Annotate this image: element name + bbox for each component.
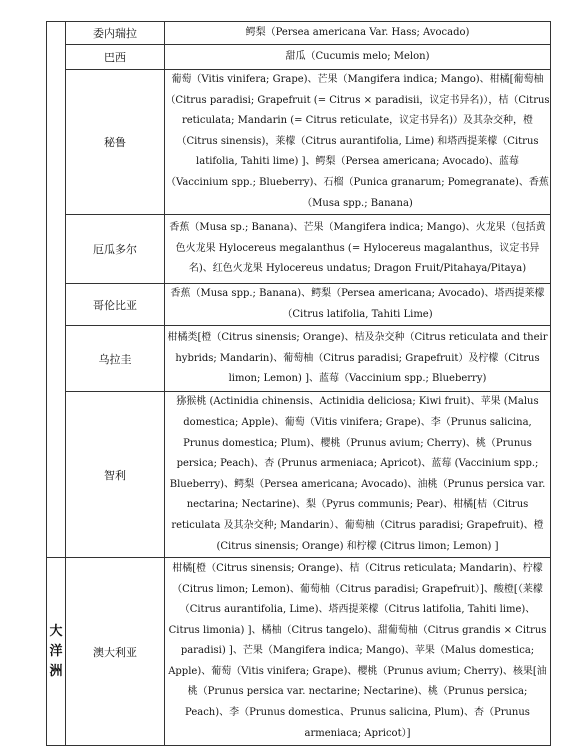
country-cell: 巴西 bbox=[66, 45, 165, 70]
country-cell: 厄瓜多尔 bbox=[66, 215, 165, 284]
product-list-cell: 柑橘[橙（Citrus sinensis; Orange)、桔（Citrus reticulata; Mandarin)、柠檬（Citrus limon; Lemon)、葡萄柚（Citrus paradisi; Grapefruit）]、酸橙[（莱檬（Citrus aurantifolia, Lime)、塔西提莱檬（Citrus latifolia, Tahiti lime)、Citrus limonia) ]、橘柚（Citrus tangelo)、甜葡萄柚（Citrus grandis × Citrus paradisi) ]、芒果（Mangifera indica; Mango)、苹果（Malus domestica; Apple)、葡萄（Vitis vinifera; Grape)、樱桃（Prunus avium; Cherry)、核果[油桃（Prunus persica var. nectarine; Nectarine)、桃（Prunus persica; Peach)、李（Prunus domestica、Prunus salicina, Plum)、杏（Prunus armeniaca; Apricot）] bbox=[165, 558, 551, 746]
country-cell: 澳大利亚 bbox=[66, 558, 165, 746]
region-cell-oceania bbox=[47, 558, 66, 746]
country-cell: 秘鲁 bbox=[66, 70, 165, 215]
table-row bbox=[47, 326, 551, 392]
product-list-cell: 柑橘类[橙（Citrus sinensis; Orange)、桔及杂交种（Citrus reticulata and their hybrids; Mandarin)、葡萄柚（Citrus paradisi; Grapefruit）及柠檬（Citrus limon; Lemon) ]、蓝莓（Vaccinium spp.; Blueberry) bbox=[165, 326, 551, 392]
table-row bbox=[47, 284, 551, 326]
product-list-cell: 猕猴桃 (Actinidia chinensis、Actinidia deliciosa; Kiwi fruit)、苹果 (Malus domestica; Apple)、葡萄（Vitis vinifera; Grape)、李（Prunus salicina, Prunus domestica; Plum)、樱桃（Prunus avium; Cherry)、桃（Prunus persica; Peach)、杏 (Prunus armeniaca; Apricot)、蓝莓 (Vaccinium spp.; Blueberry)、鳄梨（Persea americana; Avocado)、油桃（Prunus persica var. nectarina; Nectarine)、梨（Pyrus communis; Pear)、柑橘[桔（Citrus reticulata 及其杂交种; Mandarin）、葡萄柚（Citrus paradisi; Grapefruit)、橙 (Citrus sinensis; Orange) 和柠檬 (Citrus limon; Lemon) ] bbox=[165, 392, 551, 558]
region-cell-americas bbox=[47, 22, 66, 558]
product-list-cell: 葡萄（Vitis vinifera; Grape)、芒果（Mangifera indica; Mango)、柑橘[葡萄柚（Citrus paradisi; Grapefruit (= Citrus × paradisii，议定书异名)），桔（Citrus reticulata; Mandarin (= Citrus reticulate，议定书异名)）及其杂交种，橙（Citrus sinensis)，莱檬（Citrus aurantifolia, Lime) 和塔西提莱檬（Citrus latifolia, Tahiti lime) ]、鳄梨（Persea americana; Avocado)、蓝莓（Vaccinium spp.; Blueberry)、石榴（Punica granarum; Pomegranate)、香蕉（Musa spp.; Banana) bbox=[165, 70, 551, 215]
country-cell: 乌拉圭 bbox=[66, 326, 165, 392]
product-list-cell: 甜瓜（Cucumis melo; Melon) bbox=[165, 45, 551, 70]
region-label: 大洋洲 bbox=[49, 623, 63, 679]
country-cell: 智利 bbox=[66, 392, 165, 558]
product-list-cell: 鳄梨（Persea americana Var. Hass; Avocado) bbox=[165, 22, 551, 45]
table-row bbox=[47, 22, 551, 45]
table-row bbox=[47, 45, 551, 70]
fruit-access-table bbox=[46, 21, 551, 746]
country-cell: 哥伦比亚 bbox=[66, 284, 165, 326]
table-row bbox=[47, 215, 551, 284]
country-cell: 委内瑞拉 bbox=[66, 22, 165, 45]
product-list-cell: 香蕉（Musa sp.; Banana)、芒果（Mangifera indica; Mango)、火龙果（包括黄色火龙果 Hylocereus megalanthus (= Hylocereus magalanthus，议定书异名)、红色火龙果 Hylocereus undatus; Dragon Fruit/Pitahaya/Pitaya) bbox=[165, 215, 551, 284]
product-list-cell: 香蕉（Musa spp.; Banana)、鳄梨（Persea americana; Avocado)、塔西提莱檬（Citrus latifolia, Tahiti Lime) bbox=[165, 284, 551, 326]
table-row bbox=[47, 70, 551, 215]
table-row bbox=[47, 558, 551, 746]
table-row bbox=[47, 392, 551, 558]
